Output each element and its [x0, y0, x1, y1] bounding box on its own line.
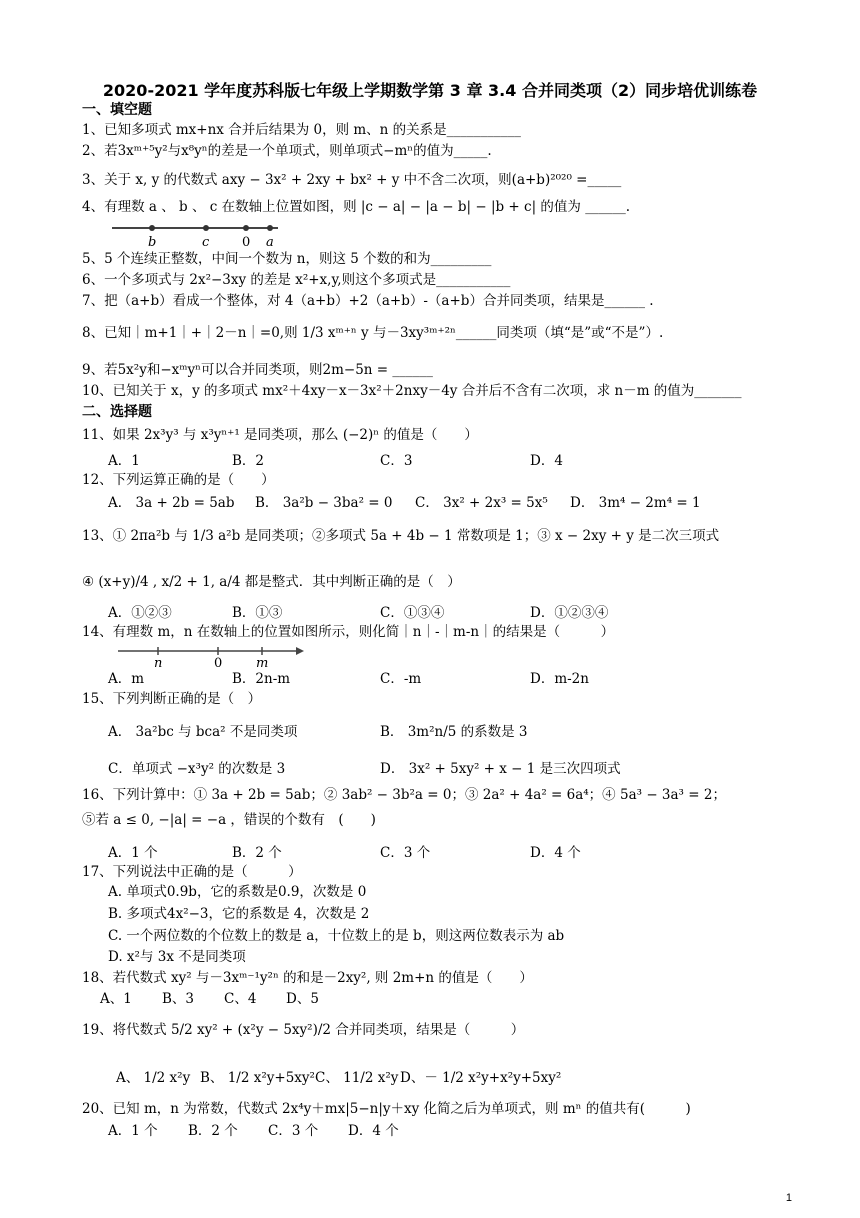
page-number: 1 [785, 1192, 792, 1204]
q18-option-c: C、4 [224, 991, 257, 1007]
nl14-label-0: 0 [214, 656, 223, 669]
question-12: 12、下列运算正确的是（ ） [82, 472, 275, 488]
question-6: 6、一个多项式与 2x²−3xy 的差是 x²+x,y,则这个多项式是___________ [82, 272, 511, 288]
question-1: 1、已知多项式 mx+nx 合并后结果为 0，则 m、n 的关系是___________ [82, 122, 521, 138]
q18-option-b: B、3 [162, 991, 195, 1007]
q19-option-c: C、 11/2 x²y [315, 1070, 399, 1086]
q20-option-c: C．3 个 [268, 1123, 319, 1139]
question-9: 9、若5x²y和−xᵐyⁿ可以合并同类项，则2m−5n = ______ [82, 362, 433, 378]
q13-option-d: D．①②③④ [530, 605, 609, 621]
question-11: 11、如果 2x³y³ 与 x³yⁿ⁺¹ 是同类项，那么 (−2)ⁿ 的值是（ ） [82, 427, 478, 443]
number-line-q14 [116, 645, 306, 669]
q12-option-b: B． 3a²b − 3ba² = 0 [255, 495, 393, 511]
q19-option-a: A、 1/2 x²y [116, 1070, 191, 1086]
q16-option-d: D．4 个 [530, 845, 581, 861]
q11-option-a: A．1 [108, 453, 140, 469]
question-13: 13、① 2πa²b 与 1/3 a²b 是同类项；②多项式 5a + 4b − 1 常数项是 1；③ x − 2xy + y 是二次三项式 [82, 528, 720, 544]
question-15: 15、下列判断正确的是（ ） [82, 691, 262, 707]
q14-option-b: B．2n-m [232, 671, 291, 687]
q13-option-c: C．①③④ [380, 605, 445, 621]
question-13-cont: ④ (x+y)/4 , x/2 + 1, a/4 都是整式．其中判断正确的是（ ） [82, 574, 461, 590]
q19-option-d: D、－ 1/2 x²y+x²y+5xy² [400, 1070, 562, 1086]
nl14-label-n: n [154, 656, 163, 669]
q12-option-d: D． 3m⁴ − 2m⁴ = 1 [570, 495, 701, 511]
question-16-cont: ⑤若 a ≤ 0, −|a| = −a ，错误的个数有 ( ) [82, 812, 376, 828]
question-16: 16、下列计算中：① 3a + 2b = 5ab；② 3ab² − 3b²a = 0；③ 2a² + 4a² = 6a⁴；④ 5a³ − 3a³ = 2； [82, 787, 726, 803]
question-19: 19、将代数式 5/2 xy² + (x²y − 5xy²)/2 合并同类项，结果是（ ） [82, 1022, 525, 1038]
q12-option-a: A． 3a + 2b = 5ab [108, 495, 235, 511]
page-title: 2020-2021 学年度苏科版七年级上学期数学第 3 章 3.4 合并同类项（2）同步培优训练卷 [102, 81, 758, 100]
section-fill: 一、填空题 [82, 102, 152, 118]
q12-option-c: C． 3x² + 2x³ = 5x⁵ [415, 495, 548, 511]
question-17: 17、下列说法中正确的是（ ） [82, 864, 302, 880]
q17-option-c: C. 一个两位数的个位数上的数是 a，十位数上的是 b，则这两位数表示为 ab [108, 928, 565, 944]
q15-option-a: A． 3a²bc 与 bca² 不是同类项 [108, 724, 298, 740]
q13-option-b: B．①③ [232, 605, 283, 621]
q11-option-c: C．3 [380, 453, 413, 469]
nl4-label-0: 0 [242, 235, 251, 250]
q14-option-a: A．m [108, 671, 145, 687]
q20-option-a: A．1 个 [108, 1123, 158, 1139]
question-10: 10、已知关于 x，y 的多项式 mx²＋4xy－x－3x²＋2nxy－4y 合并后不含有二次项，求 n－m 的值为_______ [82, 383, 742, 399]
q16-option-a: A．1 个 [108, 845, 158, 861]
q11-option-b: B．2 [232, 453, 265, 469]
q15-option-c: C．单项式 −x³y² 的次数是 3 [108, 761, 286, 777]
q17-option-a: A. 单项式0.9b，它的系数是0.9，次数是 0 [108, 884, 367, 900]
question-8: 8、已知｜m+1｜+｜2－n｜=0,则 1/3 xᵐ⁺ⁿ y 与－3xy³ᵐ⁺²ⁿ______同类项（填“是”或“不是”）. [82, 325, 664, 341]
nl4-label-b: b [148, 235, 157, 250]
question-2: 2、若3xᵐ⁺⁵y²与x⁸yⁿ的差是一个单项式，则单项式−mⁿ的值为_____. [82, 143, 492, 159]
nl4-label-c: c [202, 235, 210, 250]
q16-option-c: C．3 个 [380, 845, 431, 861]
q15-option-d: D． 3x² + 5xy² + x − 1 是三次四项式 [380, 761, 621, 777]
q20-option-d: D．4 个 [348, 1123, 399, 1139]
q14-option-d: D．m-2n [530, 671, 589, 687]
q14-option-c: C．-m [380, 671, 422, 687]
nl14-label-m: m [256, 656, 269, 669]
q18-option-a: A、1 [100, 991, 132, 1007]
q17-option-d: D. x²与 3x 不是同类项 [108, 949, 246, 965]
q20-option-b: B．2 个 [188, 1123, 238, 1139]
q11-option-d: D．4 [530, 453, 563, 469]
q15-option-b: B． 3m²n/5 的系数是 3 [380, 724, 528, 740]
q17-option-b: B. 多项式4x²−3，它的系数是 4，次数是 2 [108, 906, 370, 922]
question-18: 18、若代数式 xy² 与－3xᵐ⁻¹y²ⁿ 的和是－2xy², 则 2m+n 的值是（ ） [82, 970, 533, 986]
q19-option-b: B、 1/2 x²y+5xy² [200, 1070, 315, 1086]
question-4: 4、有理数 a 、 b 、 c 在数轴上位置如图，则 |c − a| − |a − b| − |b + c| 的值为 ______. [82, 199, 631, 215]
q16-option-b: B．2 个 [232, 845, 282, 861]
question-14: 14、有理数 m，n 在数轴上的位置如图所示，则化简｜n｜-｜m-n｜的结果是（ ） [82, 624, 615, 640]
nl4-label-a: a [266, 235, 274, 250]
number-line-q4 [110, 220, 280, 250]
section-choice: 二、选择题 [82, 404, 152, 420]
question-5: 5、5 个连续正整数，中间一个数为 n，则这 5 个数的和为_________ [82, 251, 492, 267]
q18-option-d: D、5 [286, 991, 319, 1007]
question-20: 20、已知 m，n 为常数，代数式 2x⁴y＋mx|5−n|y＋xy 化简之后为单项式，则 mⁿ 的值共有( ) [82, 1101, 691, 1117]
q13-option-a: A．①②③ [108, 605, 172, 621]
question-7: 7、把（a+b）看成一个整体，对 4（a+b）+2（a+b）-（a+b）合并同类项，结果是______ . [82, 293, 654, 309]
question-3: 3、关于 x, y 的代数式 axy − 3x² + 2xy + bx² + y 中不含二次项，则(a+b)²⁰²⁰ =_____ [82, 172, 622, 188]
